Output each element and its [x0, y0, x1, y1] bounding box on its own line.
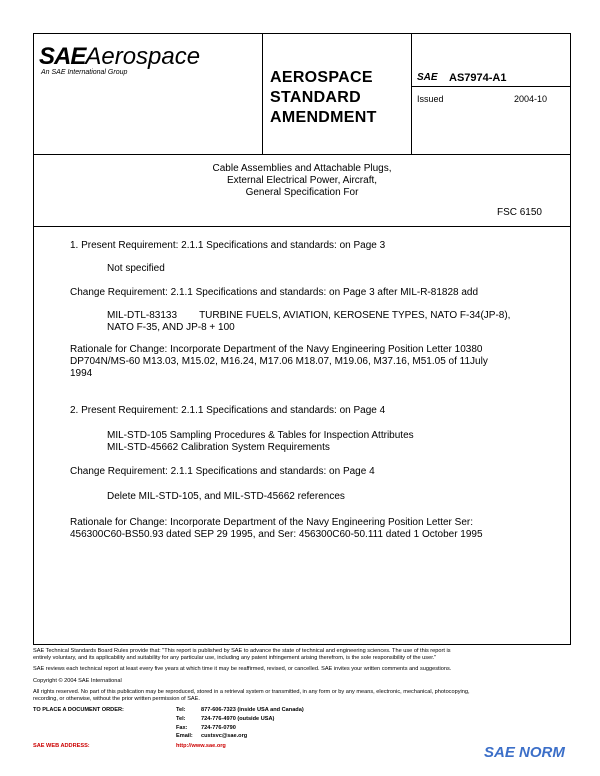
web-address-label: SAE WEB ADDRESS:: [33, 743, 90, 749]
rights-notice: All rights reserved. No part of this publication may be reproduced, stored in a retrieval system or transmitted, in any form or by any means, electronic, mechanical, photocopying,: [33, 689, 470, 695]
present-requirement-1-detail: Not specified: [107, 263, 165, 274]
review-note: SAE reviews each technical report at least every five years at which time it may be reaffirmed, revised, or cancelled. SAE invites your written comments and suggestions.: [33, 666, 452, 672]
sae-small-logo: SAE: [417, 72, 438, 83]
fax-value: 724-776-0790: [201, 725, 236, 731]
board-rules: entirely voluntary, and its applicability and suitability for any particular use, including any patent infringement arising therefrom, is the sole responsibility of the user.": [33, 655, 437, 661]
present-requirement-2-detail: MIL-STD-105 Sampling Procedures & Tables for Inspection Attributes: [107, 430, 414, 441]
rationale-1: Rationale for Change: Incorporate Department of the Navy Engineering Position Letter 10380: [70, 344, 483, 355]
issued-date: 2004-10: [514, 94, 548, 104]
sae-aerospace-logo: SAEAerospace: [39, 43, 201, 70]
issued-label: Issued: [417, 94, 444, 104]
rationale-2: 456300C60-BS50.93 dated SEP 29 1995, and Ser: 456300C60-50.111 dated 1 October 1995: [70, 529, 483, 540]
copyright: Copyright © 2004 SAE International: [33, 678, 122, 684]
tel-label: Tel:: [176, 707, 186, 713]
logo-subtitle: An SAE International Group: [41, 69, 128, 76]
document-type: AEROSPACE STANDARD AMENDMENT: [270, 69, 377, 126]
tel-label: Tel:: [176, 716, 186, 722]
change-requirement-2-detail: Delete MIL-STD-105, and MIL-STD-45662 references: [107, 491, 345, 502]
email-link[interactable]: custsvc@sae.org: [201, 733, 248, 739]
change-requirement-1-detail: NATO F-35, AND JP-8 + 100: [107, 322, 235, 333]
change-requirement-1-detail: MIL-DTL-83133 TURBINE FUELS, AVIATION, KEROSENE TYPES, NATO F-34(JP-8),: [107, 310, 511, 321]
header-divider: [411, 34, 412, 154]
header-divider: [411, 86, 570, 87]
title-block: [33, 155, 571, 227]
tel-value: 877-606-7323 (inside USA and Canada): [201, 707, 304, 713]
present-requirement-1: 1. Present Requirement: 2.1.1 Specifications and standards: on Page 3: [70, 240, 386, 251]
present-requirement-2-detail: MIL-STD-45662 Calibration System Requirements: [107, 442, 330, 453]
sae-norm-logo: SAE NORM: [484, 744, 565, 761]
document-title: Cable Assemblies and Attachable Plugs, External Electrical Power, Aircraft, General Specification For: [212, 163, 392, 198]
email-label: Email:: [176, 733, 193, 739]
fsc-code: FSC 6150: [496, 207, 542, 218]
document-number: AS7974-A1: [449, 72, 507, 84]
fax-label: Fax:: [176, 725, 188, 731]
web-address-link[interactable]: http://www.sae.org: [176, 743, 226, 749]
rationale-1: 1994: [70, 368, 93, 379]
change-requirement-1: Change Requirement: 2.1.1 Specifications and standards: on Page 3 after MIL-R-81828 add: [70, 287, 479, 298]
change-requirement-2: Change Requirement: 2.1.1 Specifications and standards: on Page 4: [70, 466, 375, 477]
header-divider: [262, 34, 263, 154]
order-label: TO PLACE A DOCUMENT ORDER:: [33, 707, 124, 713]
rights-notice: recording, or otherwise, without the prior written permission of SAE.: [33, 696, 200, 702]
board-rules: SAE Technical Standards Board Rules provide that: "This report is published by SAE to advance the state of technical and engineering sciences. The use of this report is: [33, 648, 451, 654]
rationale-1: DP704N/MS-60 M13.03, M15.02, M16.24, M17.06 M18.07, M19.06, M37.16, M51.05 of 11July: [70, 356, 488, 367]
tel-value: 724-776-4970 (outside USA): [201, 716, 275, 722]
document-header: [33, 33, 571, 155]
present-requirement-2: 2. Present Requirement: 2.1.1 Specifications and standards: on Page 4: [70, 405, 386, 416]
rationale-2: Rationale for Change: Incorporate Department of the Navy Engineering Position Letter Ser:: [70, 517, 474, 528]
